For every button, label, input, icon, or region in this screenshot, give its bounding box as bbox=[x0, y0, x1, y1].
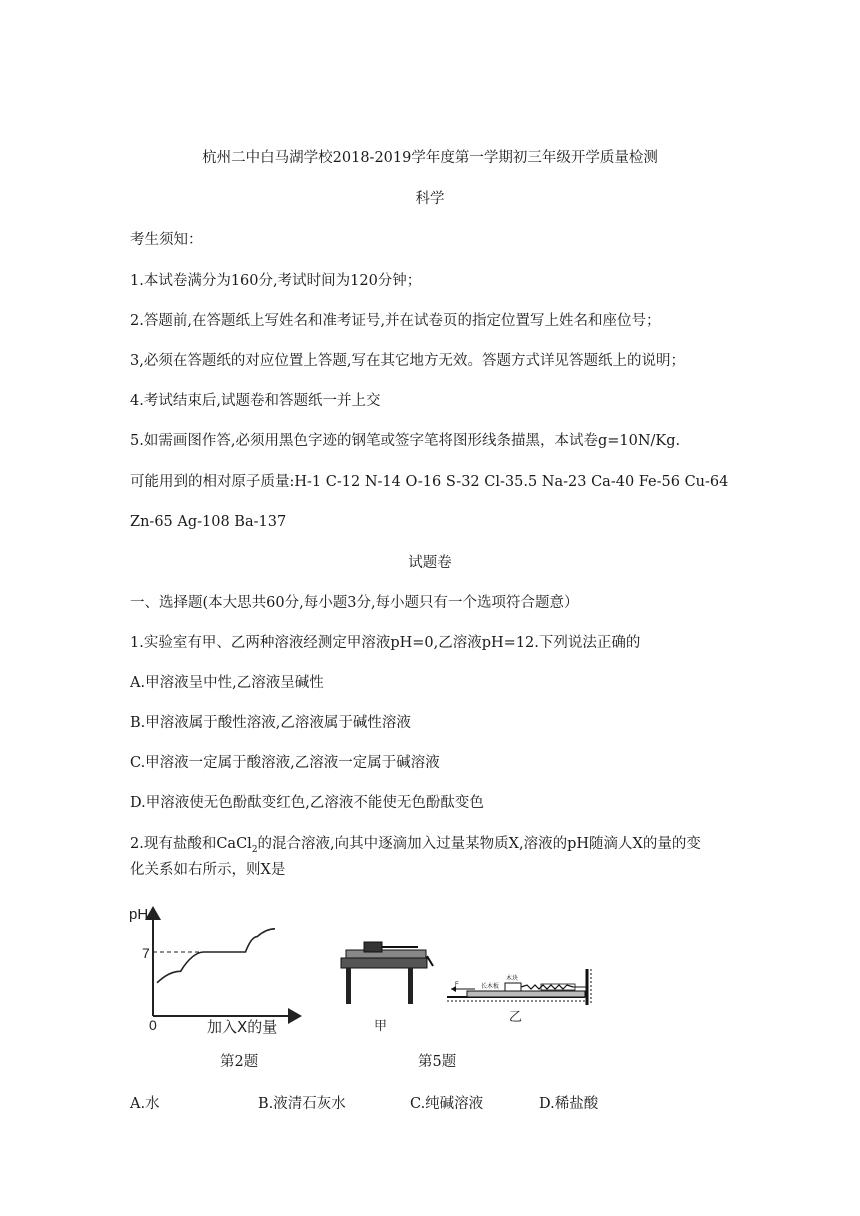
part-one-heading: 一、选择题(本大思共60分,每小题3分,每小题只有一个选项符合题意） bbox=[130, 595, 579, 611]
block-label: 木块 bbox=[506, 975, 519, 982]
force-label: F bbox=[455, 982, 459, 988]
board-label: 长木板 bbox=[481, 983, 500, 990]
label-yi: 乙 bbox=[509, 1010, 523, 1025]
notice-item-1: 1.本试卷满分为160分,考试时间为120分钟； bbox=[130, 273, 422, 289]
question-2-stem-a: 2.现有盐酸和CaCl bbox=[130, 836, 252, 852]
notice-item-5: 5.如需画图作答,必须用黑色字迹的钢笔或签字笔将图形线条描黑，本试卷g=10N/Kg. bbox=[130, 433, 681, 449]
ph-chart bbox=[125, 898, 310, 1038]
question-1-stem: 1.实验室有甲、乙两种溶液经测定甲溶液pH=0,乙溶液pH=12.下列说法正确的 bbox=[130, 635, 641, 651]
question-2-option-c: C.纯碱溶液 bbox=[410, 1096, 484, 1112]
question-2-option-a: A.水 bbox=[130, 1096, 160, 1112]
atomic-mass-line-2: Zn-65 Ag-108 Ba-137 bbox=[130, 514, 287, 530]
question-2-option-b: B.液清石灰水 bbox=[258, 1096, 346, 1112]
question-2-stem-b: 的混合溶液,向其中逐滴加入过量某物质X,溶液的pH随滴人X的量的变 bbox=[257, 836, 701, 852]
block-on-table bbox=[364, 942, 382, 952]
notice-item-2: 2.答题前,在答题纸上写姓名和准考证号,并在试卷页的指定位置写上姓名和座位号； bbox=[130, 313, 661, 329]
table-leg-left bbox=[346, 968, 351, 1004]
question-2-option-d: D.稀盐酸 bbox=[539, 1096, 599, 1112]
x-axis-label: 加入X的量 bbox=[207, 1018, 278, 1036]
question-2-stem-line-2: 化关系如右所示，则X是 bbox=[130, 862, 286, 878]
notice-item-3: 3,必须在答题纸的对应位置上答题,写在其它地方无效。答题方式详见答题纸上的说明； bbox=[130, 353, 685, 369]
page-title: 杭州二中白马湖学校2018-2019学年度第一学期初三年级开学质量检测 bbox=[202, 150, 658, 166]
figure-jia bbox=[338, 938, 438, 1038]
table-top-surface bbox=[346, 950, 426, 958]
figure-caption-q2: 第2题 bbox=[220, 1054, 259, 1070]
subject-title: 科学 bbox=[415, 191, 445, 207]
figure-caption-q5: 第5题 bbox=[418, 1054, 457, 1070]
spring-scale-body bbox=[541, 984, 575, 990]
table-top bbox=[341, 958, 427, 968]
question-1-option-a: A.甲溶液呈中性,乙溶液呈碱性 bbox=[130, 675, 324, 691]
question-1-option-d: D.甲溶液使无色酚酞变红色,乙溶液不能使无色酚酞变色 bbox=[130, 795, 484, 811]
question-2-stem bbox=[130, 834, 701, 854]
notice-heading: 考生须知： bbox=[130, 232, 203, 248]
y-axis-label: pH bbox=[129, 906, 149, 923]
y-tick-7: 7 bbox=[142, 945, 150, 961]
long-board bbox=[467, 991, 585, 997]
question-2-subscript: 2 bbox=[251, 844, 258, 855]
table-edge bbox=[427, 956, 433, 966]
question-1-option-c: C.甲溶液一定属于酸溶液,乙溶液一定属于碱溶液 bbox=[130, 755, 440, 771]
spring-scale bbox=[521, 985, 573, 989]
question-1-option-b: B.甲溶液属于酸性溶液,乙溶液属于碱性溶液 bbox=[130, 715, 411, 731]
label-jia: 甲 bbox=[374, 1019, 388, 1034]
atomic-mass-line-1: 可能用到的相对原子质量:H-1 C-12 N-14 O-16 S-32 Cl-35.5 Na-23 Ca-40 Fe-56 Cu-64 bbox=[130, 474, 729, 490]
ph-curve bbox=[157, 929, 275, 983]
table-leg-right bbox=[408, 968, 413, 1004]
section-title: 试题卷 bbox=[408, 555, 452, 571]
origin-label: 0 bbox=[149, 1017, 157, 1033]
figure-yi bbox=[445, 965, 605, 1035]
notice-item-4: 4.考试结束后,试题卷和答题纸一并上交 bbox=[130, 393, 381, 409]
wood-block bbox=[505, 983, 521, 991]
